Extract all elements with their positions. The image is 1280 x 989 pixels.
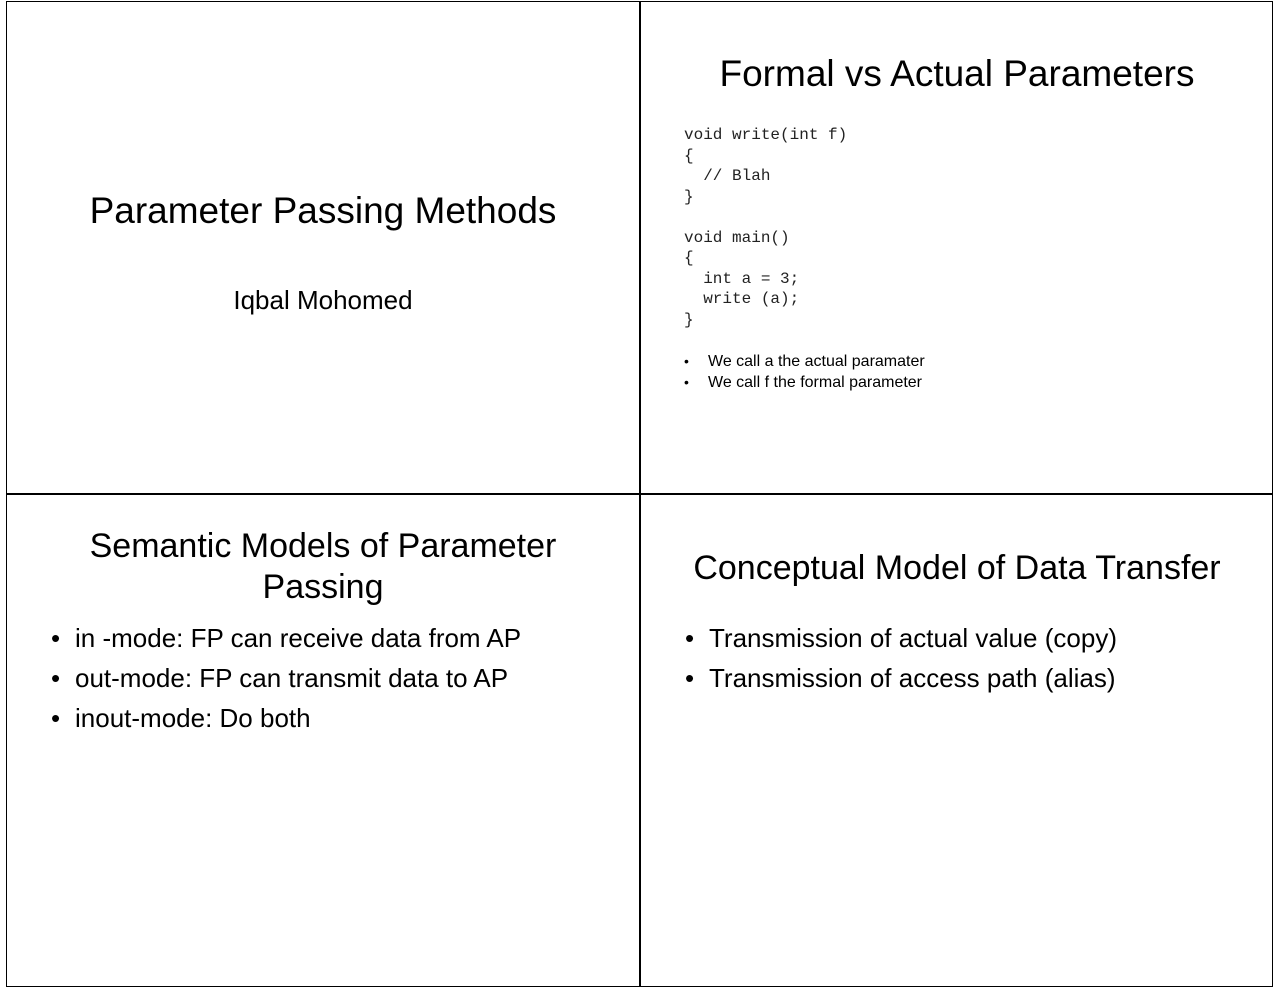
bullet-text: inout-mode: Do both: [75, 703, 311, 733]
conceptual-model-slide: [641, 495, 1273, 987]
bullet-text: We call a the actual paramater: [708, 353, 925, 370]
list-item: [51, 618, 521, 658]
code-block: void write(int f) { // Blah } void main() { int a = 3; write (a); }: [684, 126, 848, 329]
slide-title-line-2: Passing: [262, 568, 384, 606]
formal-vs-actual-slide: [641, 2, 1273, 493]
bullet-text: Transmission of access path (alias): [709, 663, 1116, 693]
list-item: [684, 351, 925, 372]
title-slide: [7, 2, 639, 493]
list-item: [685, 618, 1117, 658]
list-item: [51, 698, 521, 738]
slide-title-line-1: Semantic Models of Parameter: [89, 527, 557, 565]
bullet-icon: •: [51, 703, 61, 733]
bullet-list: [51, 618, 521, 738]
bullet-icon: •: [51, 623, 61, 653]
bullet-list: [685, 618, 1117, 698]
bullet-icon: •: [685, 663, 695, 693]
slide-title: Formal vs Actual Parameters: [719, 53, 1195, 94]
list-item: [51, 658, 521, 698]
bullet-icon: •: [51, 663, 61, 693]
bullet-icon: •: [685, 623, 695, 653]
list-item: [685, 658, 1117, 698]
bullet-icon: •: [684, 374, 689, 390]
bullet-text: out-mode: FP can transmit data to AP: [75, 663, 509, 693]
bullet-text: We call f the formal parameter: [708, 374, 923, 391]
bullet-text: in -mode: FP can receive data from AP: [75, 623, 522, 653]
bullet-icon: •: [684, 353, 689, 369]
slide-title: [7, 526, 639, 608]
bullet-list: [684, 351, 925, 393]
slide-title: Parameter Passing Methods: [89, 190, 557, 231]
slide-title: Conceptual Model of Data Transfer: [693, 549, 1221, 587]
author-name: Iqbal Mohomed: [233, 285, 413, 315]
bullet-text: Transmission of actual value (copy): [709, 623, 1117, 653]
list-item: [684, 372, 925, 393]
semantic-models-slide: [7, 495, 639, 987]
